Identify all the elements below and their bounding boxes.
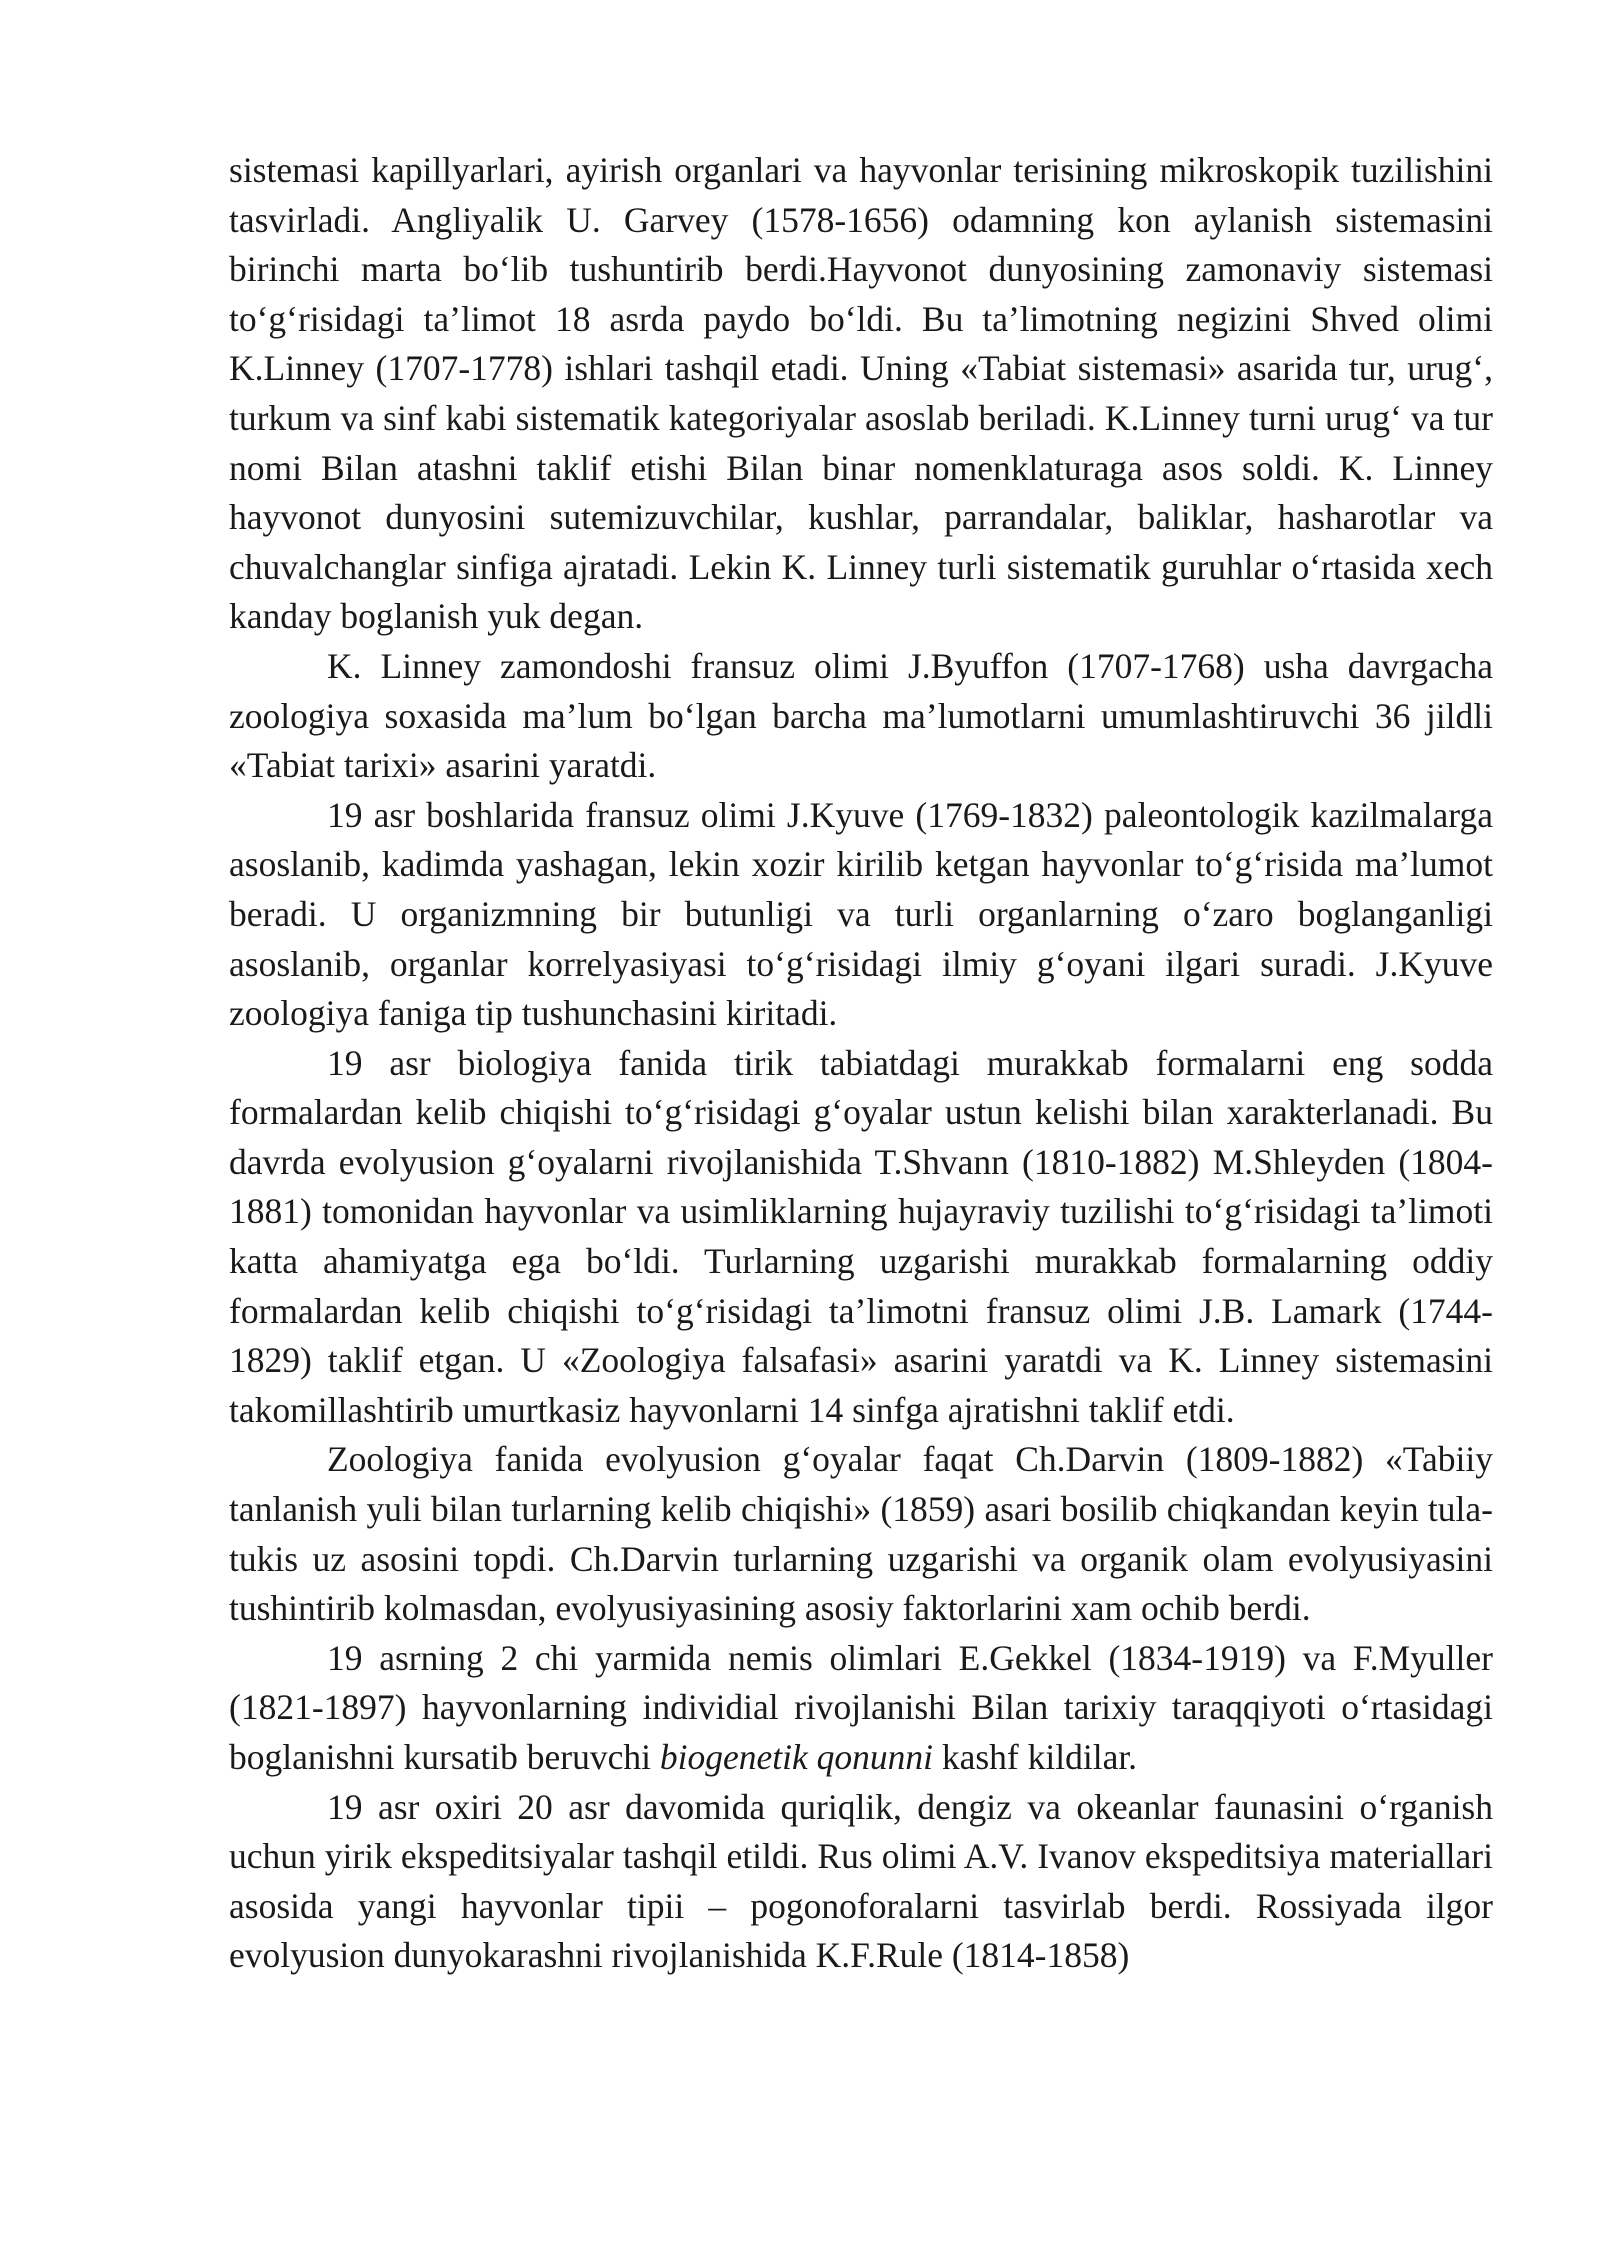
paragraph-5: Zoologiya fanida evolyusion g‘oyalar faqat Ch.Darvin (1809-1882) «Tabiiy tanlanish yuli bilan turlarning kelib chiqishi» (1859) asari bosilib chiqkandan keyin tula-tukis uz asosini topdi. Ch.Darvin turlarning uzgarishi va organik olam evolyusiyasini tushintirib kolmasdan, evolyusiyasining asosiy faktorlarini xam ochib berdi.	[229, 1439, 1493, 1629]
paragraph-6-italic-term: biogenetik qonunni	[659, 1737, 933, 1777]
paragraph-4: 19 asr biologiya fanida tirik tabiatdagi murakkab formalarni eng sodda formalardan kelib chiqishi to‘g‘risidagi g‘oyalar ustun kelishi bilan xarakterlanadi. Bu davrda evolyusion g‘oyalarni rivojlanishida T.Shvann (1810-1882) M.Shleyden (1804-1881) tomonidan hayvonlar va usimliklarning hujayraviy tuzilishi to‘g‘risidagi ta’limoti katta ahamiyatga ega bo‘ldi. Turlarning uzgarishi murakkab formalarning oddiy formalardan kelib chiqishi to‘g‘risidagi ta’limotni fransuz olimi J.B. Lamark (1744-1829) taklif etgan. U «Zoologiya falsafasi» asarini yaratdi va K. Linney sistemasini takomillashtirib umurtkasiz hayvonlarni 14 sinfga ajratishni taklif etdi.	[229, 1042, 1493, 1430]
paragraph-6	[229, 1634, 1493, 1783]
document-page	[229, 146, 1493, 1981]
paragraph-3: 19 asr boshlarida fransuz olimi J.Kyuve (1769-1832) paleontologik kazilmalarga asoslanib, kadimda yashagan, lekin xozir kirilib ketgan hayvonlar to‘g‘risida ma’lumot beradi. U organizmning bir butunligi va turli organlarning o‘zaro boglanganligi asoslanib, organlar korrelyasiyasi to‘g‘risidagi ilmiy g‘oyani ilgari suradi. J.Kyuve zoologiya faniga tip tushunchasini kiritadi.	[229, 794, 1493, 1034]
paragraph-6-text-before: 19 asrning 2 chi yarmida nemis olimlari E.Gekkel (1834-1919) va F.Myuller (1821-1897) hayvonlarning individial rivojlanishi Bilan tarixiy taraqqiyoti o‘rtasidagi boglanishni kursatib beruvchi	[229, 1637, 1493, 1777]
paragraph-7: 19 asr oxiri 20 asr davomida quriqlik, dengiz va okeanlar faunasini o‘rganish uchun yirik ekspeditsiyalar tashqil etildi. Rus olimi A.V. Ivanov ekspeditsiya materiallari asosida yangi hayvonlar tipii – pogonoforalarni tasvirlab berdi. Rossiyada ilgor evolyusion dunyokarashni rivojlanishida K.F.Rule (1814-1858)	[229, 1786, 1493, 1976]
paragraph-1: sistemasi kapillyarlari, ayirish organlari va hayvonlar terisining mikroskopik tuzilishini tasvirladi. Angliyalik U. Garvey (1578-1656) odamning kon aylanish sistemasini birinchi marta bo‘lib tushuntirib berdi.Hayvonot dunyosining zamonaviy sistemasi to‘g‘risidagi ta’limot 18 asrda paydo bo‘ldi. Bu ta’limotning negizini Shved olimi K.Linney (1707-1778) ishlari tashqil etadi. Uning «Tabiat sistemasi» asarida tur, urug‘, turkum va sinf kabi sistematik kategoriyalar asoslab beriladi. K.Linney turni urug‘ va tur nomi Bilan atashni taklif etishi Bilan binar nomenklaturaga asos soldi. K. Linney hayvonot dunyosini sutemizuvchilar, kushlar, parrandalar, baliklar, hasharotlar va chuvalchanglar sinfiga ajratadi. Lekin K. Linney turli sistematik guruhlar o‘rtasida xech kanday boglanish yuk degan.	[229, 150, 1493, 637]
paragraph-6-text-after: kashf kildilar.	[932, 1737, 1138, 1777]
paragraph-2: K. Linney zamondoshi fransuz olimi J.Byuffon (1707-1768) usha davrgacha zoologiya soxasida ma’lum bo‘lgan barcha ma’lumotlarni umumlashtiruvchi 36 jildli «Tabiat tarixi» asarini yaratdi.	[229, 645, 1493, 786]
